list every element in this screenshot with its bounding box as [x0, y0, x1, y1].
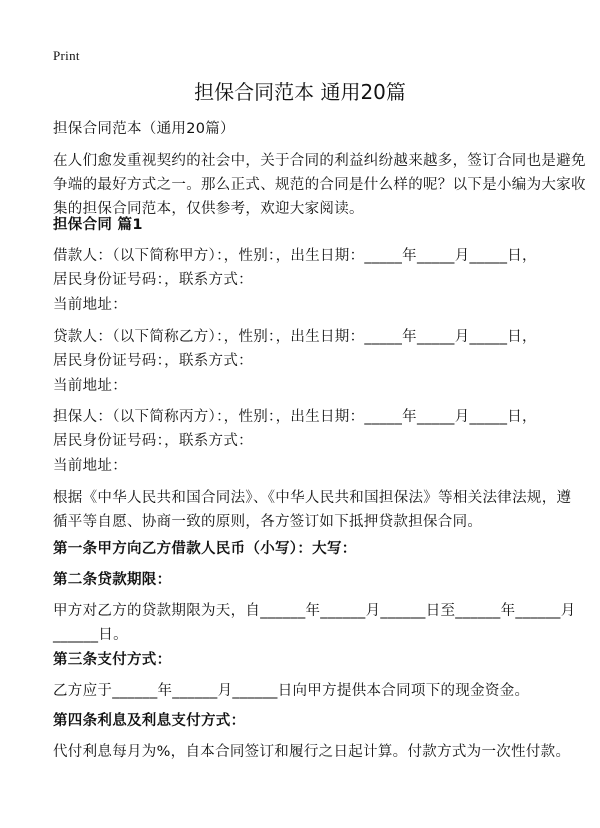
address-line: 当前地址： — [53, 378, 127, 394]
print-link[interactable]: Print — [53, 48, 80, 63]
article-2-heading: 第二条贷款期限： — [53, 572, 172, 588]
page-title: 担保合同范本 通用20篇 — [194, 80, 406, 104]
article-2-text — [53, 599, 576, 647]
article-4-heading: 第四条利息及利息支付方式： — [53, 713, 246, 729]
text-line: 担保人：（以下简称丙方）：，性别：，出生日期：_____年_____月_____日， — [53, 409, 537, 425]
article-3-heading: 第三条支付方式： — [53, 652, 172, 668]
law-paragraph — [53, 486, 571, 534]
text-line: 贷款人：（以下简称乙方）：，性别：，出生日期：_____年_____月_____日， — [53, 329, 537, 345]
borrower-paragraph — [53, 244, 537, 292]
text-line: 居民身份证号码：，联系方式： — [53, 272, 253, 288]
text-line: 居民身份证号码：，联系方式： — [53, 353, 253, 369]
text-line: 在人们愈发重视契约的社会中，关于合同的利益纠纷越来越多，签订合同也是避免 — [53, 153, 586, 169]
text-line: ______日。 — [53, 627, 128, 643]
subtitle: 担保合同范本（通用20篇） — [53, 121, 235, 137]
text-line: 根据《中华人民共和国合同法》、《中华人民共和国担保法》等相关法律法规，遵 — [53, 490, 572, 506]
section-heading: 担保合同 篇1 — [53, 217, 143, 233]
guarantor-paragraph — [53, 405, 537, 453]
text-line: 争端的最好方式之一。那么正式、规范的合同是什么样的呢？以下是小编为大家收 — [53, 177, 586, 193]
text-line: 居民身份证号码：，联系方式： — [53, 433, 253, 449]
address-line: 当前地址： — [53, 458, 127, 474]
text-line: 循平等自愿、协商一致的原则，各方签订如下抵押贷款担保合同。 — [53, 514, 483, 530]
text-line: 借款人：（以下简称甲方）：，性别：，出生日期：_____年_____月_____日， — [53, 248, 537, 264]
intro-paragraph — [53, 149, 586, 221]
article-3-text: 乙方应于______年______月______日向甲方提供本合同项下的现金资金。 — [53, 683, 530, 699]
article-1-heading: 第一条甲方向乙方借款人民币（小写）：大写： — [53, 541, 357, 557]
lender-paragraph — [53, 325, 537, 373]
text-line: 集的担保合同范本，仅供参考，欢迎大家阅读。 — [53, 201, 364, 217]
article-4-text: 代付利息每月为%，自本合同签订和履行之日起计算。付款方式为一次性付款。 — [53, 744, 571, 760]
text-line: 甲方对乙方的贷款期限为天，自______年______月______日至______年______月 — [53, 603, 576, 619]
address-line: 当前地址： — [53, 297, 127, 313]
